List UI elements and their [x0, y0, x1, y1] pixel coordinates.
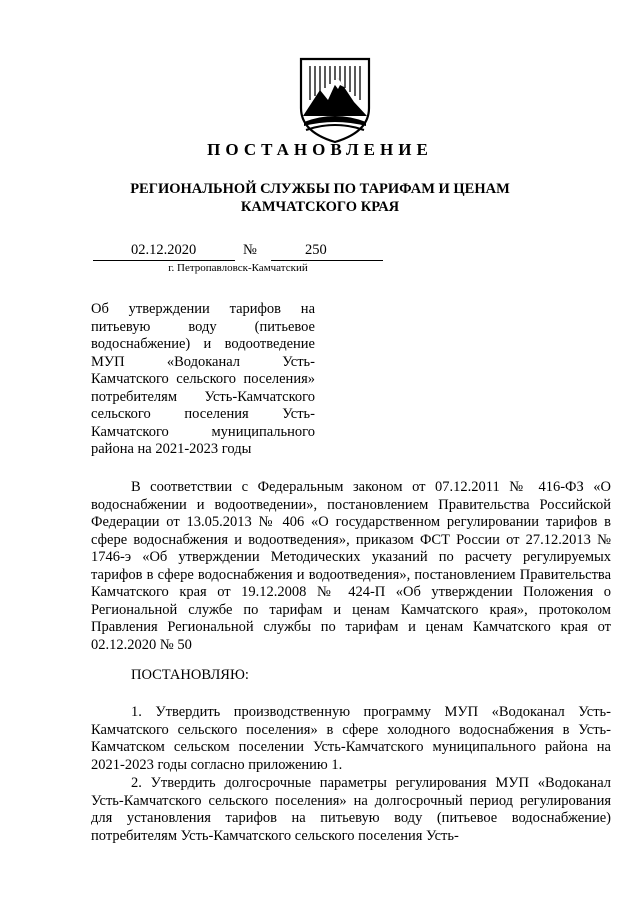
issue-city: г. Петропавловск-Камчатский [168, 262, 308, 274]
decree-item-1: 1. Утвердить производственную программу МУП «Водоканал Усть-Камчатского сельского поселения» в сфере холодного водоснабжения в Усть-Камчатском сельском поселении Усть-Камчатского муниципального района на 2021-2023 годы согласно приложению 1. [91, 704, 611, 773]
coat-of-arms-icon [298, 56, 372, 144]
date-number-row [93, 242, 383, 262]
document-date: 02.12.2020 [131, 242, 197, 258]
agency-name-line-1: РЕГИОНАЛЬНОЙ СЛУЖБЫ ПО ТАРИФАМ И ЦЕНАМ [130, 181, 510, 197]
agency-name-line-2: КАМЧАТСКОГО КРАЯ [240, 199, 400, 215]
date-underline [93, 260, 235, 261]
decree-word: ПОСТАНОВЛЯЮ: [131, 667, 249, 683]
number-underline [271, 260, 383, 261]
decree-item-2: 2. Утвердить долгосрочные параметры регулирования МУП «Водоканал Усть-Камчатского сельского поселения» на долгосрочный период регулирования для установления тарифов на питьевую воду (питьевое водоснабжение) потребителям Усть-Камчатского сельского поселения Усть- [91, 775, 611, 844]
preamble-paragraph: В соответствии с Федеральным законом от 07.12.2011 № 416-ФЗ «О водоснабжении и водоотведении», постановлением Правительства Российской Федерации от 13.05.2013 № 406 «О государственном регулировании тарифов в сфере водоснабжения и водоотведения», приказом ФСТ России от 27.12.2013 № 1746-э «Об утверждении Методических указаний по расчету регулируемых тарифов в сфере водоснабжения и водоотведения», постановлением Правительства Камчатского края от 19.12.2008 № 424-П «Об утверждении Положения о Региональной службе по тарифам и ценам Камчатского края», протоколом Правления Региональной службы по тарифам и ценам Камчатского края от 02.12.2020 № 50 [91, 479, 611, 653]
document-number: 250 [305, 242, 327, 258]
number-sign: № [243, 242, 257, 258]
document-title: ПОСТАНОВЛЕНИЕ [207, 140, 433, 159]
document-subject: Об утверждении тарифов на питьевую воду (питьевое водоснабжение) и водоотведение МУП «Водоканал Усть-Камчатского сельского поселения» потребителям Усть-Камчатского сельского поселения Усть-Камчатского муниципального района на 2021-2023 годы [91, 301, 315, 457]
